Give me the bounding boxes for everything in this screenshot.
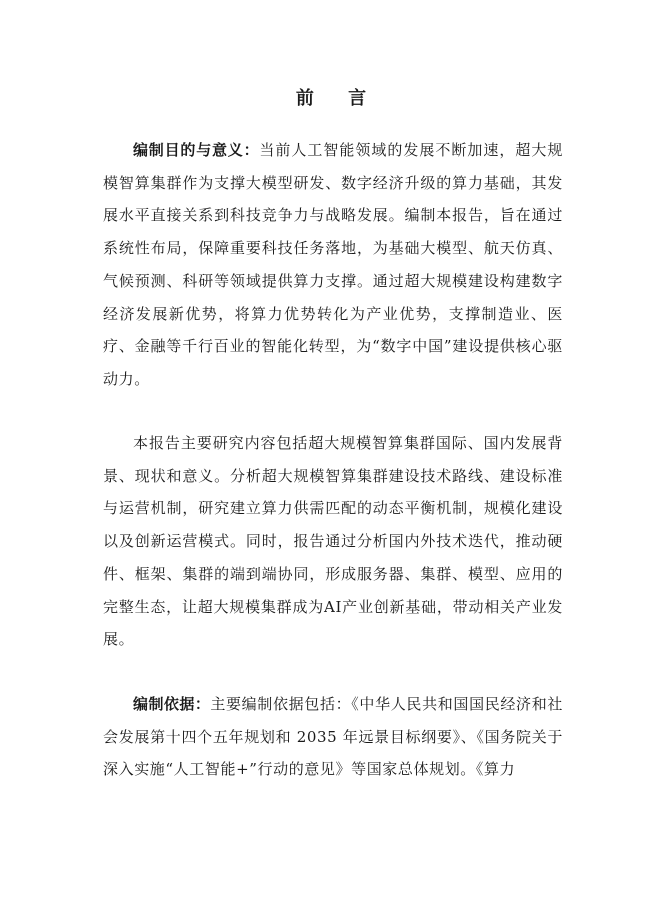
paragraph-content (103, 427, 563, 656)
paragraph-lead: 编制目的与意义： (133, 141, 260, 159)
paragraph-lead: 编制依据： (133, 695, 211, 713)
paragraph-text: 本报告主要研究内容包括超大规模智算集群国际、国内发展背景、现状和意义。分析超大规模智算集群建设技术路线、建设标准与运营机制，研究建立算力供需匹配的动态平衡机制，规模化建设以及创新运营模式。同时，报告通过分析国内外技术迭代，推动硬件、框架、集群的端到端协同，形成服务器、集群、模型、应用的完整生态，让超大规模集群成为AI产业创新基础，带动相关产业发展。 (103, 434, 563, 649)
paragraph-text: 主要编制依据包括：《中华人民共和国国民经济和社会发展第十四个五年规划和 2035 年远景目标纲要》、《国务院关于深入实施“人工智能+”行动的意见》等国家总体规划。《算力 (103, 695, 563, 779)
page-title: 前 言 (295, 88, 381, 109)
paragraph-text: 当前人工智能领域的发展不断加速，超大规模智算集群作为支撑大模型研发、数字经济升级的算力基础，其发展水平直接关系到科技竞争力与战略发展。编制本报告，旨在通过系统性布局，保障重要科技任务落地，为基础大模型、航天仿真、气候预测、科研等领域提供算力支撑。通过超大规模建设构建数字经济发展新优势，将算力优势转化为产业优势，支撑制造业、医疗、金融等千行百业的智能化转型，为“数字中国”建设提供核心驱动力。 (103, 141, 564, 388)
paragraph-purpose (103, 134, 563, 396)
paragraph-basis (103, 688, 563, 786)
